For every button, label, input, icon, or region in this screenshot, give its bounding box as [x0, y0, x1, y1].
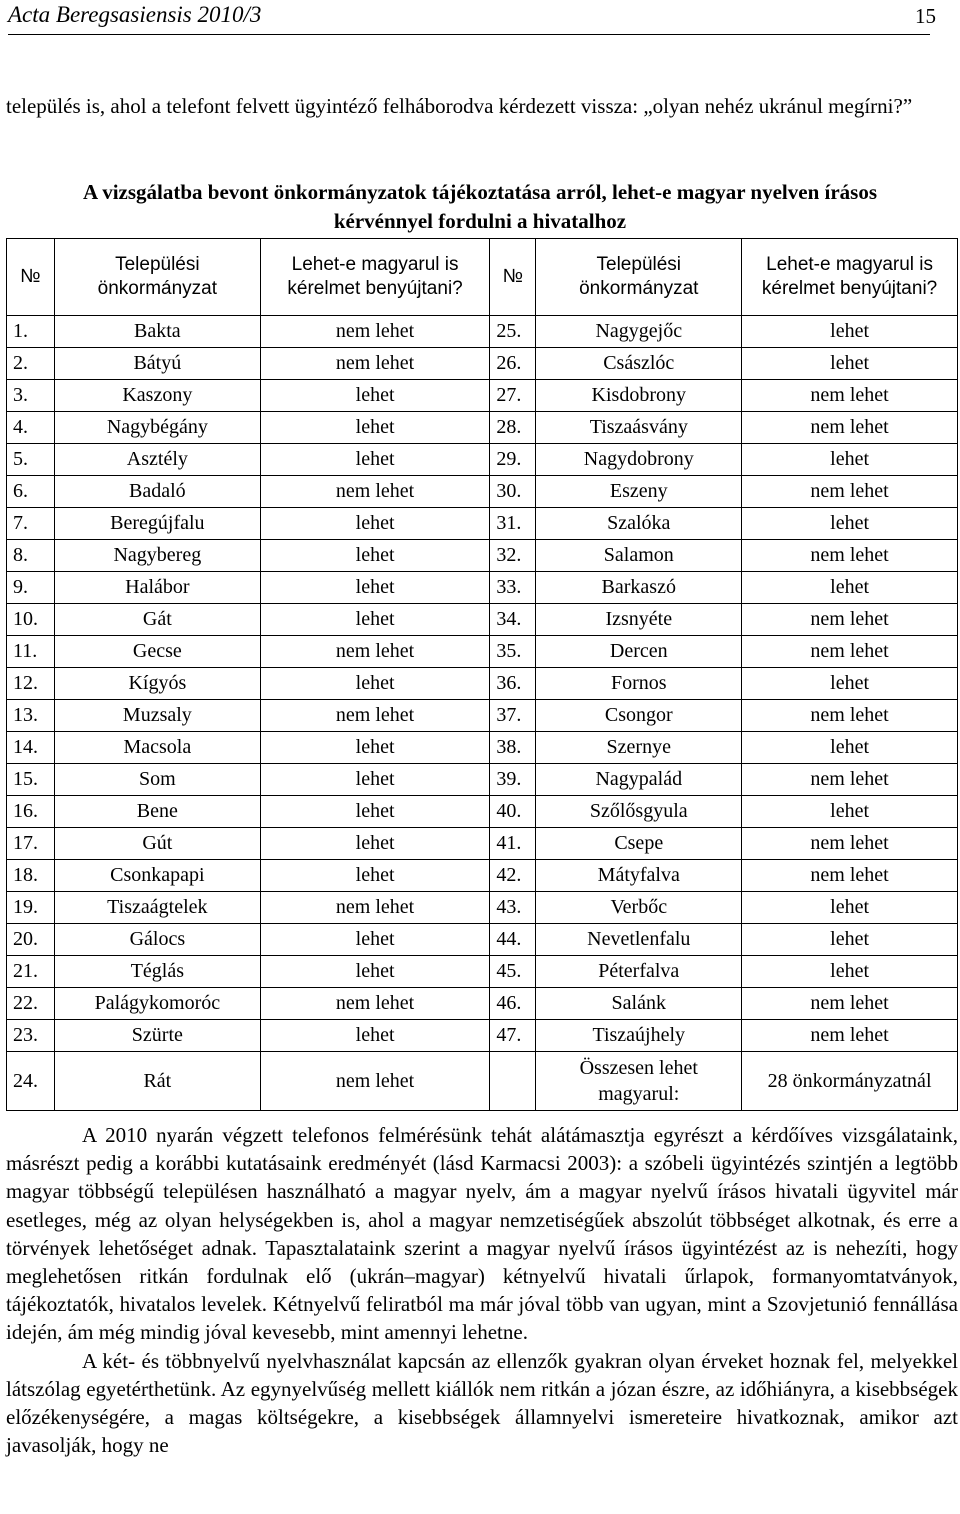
table-row — [7, 476, 958, 508]
table-row — [7, 604, 958, 636]
paragraph: A 2010 nyarán végzett telefonos felmérésünk tehát alátámasztja egyrészt a kérdőíves vizsgálataink, másrészt pedig a korábbi kutatásaink eredményét (lásd Karmacsi 2003): a szóbeli ügyintézés szintjén a legtöbb magyar többségű településen használható a magyar nyelv, ám a magyar nyelvű írásos hivatali ügyvitel már esetleges, még az olyan helységekben is, ahol a magyar nemzetiségűek abszolút többséget alkotnak, és erre a törvények lehetőséget adnak. Tapasztalataink szerint a magyar nyelvű írásos ügyintézést az is nehezíti, hogy meglehetősen ritkán fordulnak elő (ukrán–magyar) kétnyelvű hivatali űrlapok, formanyomtatványok, tájékoztatók, hivatalos levelek. Kétnyelvű feliratból ma már jóval több van ugyan, mint a Szovjetunió fennállása idején, ám még mindig jóval kevesebb, mint amennyi lehetne. — [6, 1123, 958, 1345]
row-number: 2. — [7, 348, 55, 380]
settlement-name: Péterfalva — [536, 956, 742, 988]
settlement-name: Som — [54, 764, 260, 796]
answer-value: lehet — [260, 444, 490, 476]
row-number: 30. — [490, 476, 536, 508]
settlement-name: Nevetlenfalu — [536, 924, 742, 956]
answer-value: lehet — [742, 316, 958, 348]
answer-value: lehet — [260, 828, 490, 860]
table-row — [7, 892, 958, 924]
table-header-row — [7, 239, 958, 316]
settlement-name: Macsola — [54, 732, 260, 764]
settlement-name: Nagypalád — [536, 764, 742, 796]
answer-value: lehet — [260, 764, 490, 796]
row-number: 4. — [7, 412, 55, 444]
settlement-name: Kaszony — [54, 380, 260, 412]
settlement-name: Csonkapapi — [54, 860, 260, 892]
settlement-name: Badaló — [54, 476, 260, 508]
page-number: 15 — [915, 4, 936, 28]
answer-value: nem lehet — [742, 988, 958, 1020]
row-number: 8. — [7, 540, 55, 572]
summary-label: Összesen lehet magyarul: — [536, 1052, 742, 1111]
table-row-summary — [7, 1052, 958, 1111]
row-number: 13. — [7, 700, 55, 732]
answer-value: nem lehet — [742, 604, 958, 636]
table-row — [7, 348, 958, 380]
header-no: № — [7, 239, 55, 316]
settlement-name: Nagybereg — [54, 540, 260, 572]
table-row — [7, 540, 958, 572]
answer-value: nem lehet — [742, 636, 958, 668]
settlement-name: Szernye — [536, 732, 742, 764]
row-number: 36. — [490, 668, 536, 700]
table-row — [7, 316, 958, 348]
answer-value: lehet — [260, 572, 490, 604]
settlement-name: Bene — [54, 796, 260, 828]
answer-value: lehet — [260, 668, 490, 700]
answer-value: nem lehet — [260, 316, 490, 348]
settlement-name: Rát — [54, 1052, 260, 1111]
row-number: 20. — [7, 924, 55, 956]
row-number: 17. — [7, 828, 55, 860]
empty-cell — [490, 1052, 536, 1111]
row-number: 16. — [7, 796, 55, 828]
settlement-name: Izsnyéte — [536, 604, 742, 636]
settlement-name: Palágykomoróc — [54, 988, 260, 1020]
table-row — [7, 636, 958, 668]
row-number: 12. — [7, 668, 55, 700]
table-row — [7, 380, 958, 412]
row-number: 43. — [490, 892, 536, 924]
settlement-name: Szalóka — [536, 508, 742, 540]
answer-value: lehet — [260, 860, 490, 892]
answer-value: lehet — [260, 924, 490, 956]
answer-value: lehet — [260, 508, 490, 540]
answer-value: nem lehet — [260, 1052, 490, 1111]
row-number: 24. — [7, 1052, 55, 1111]
row-number: 10. — [7, 604, 55, 636]
row-number: 25. — [490, 316, 536, 348]
table-row — [7, 412, 958, 444]
answer-value: lehet — [260, 380, 490, 412]
table-row — [7, 732, 958, 764]
settlement-name: Salánk — [536, 988, 742, 1020]
settlement-name: Barkaszó — [536, 572, 742, 604]
settlement-name: Gálocs — [54, 924, 260, 956]
row-number: 27. — [490, 380, 536, 412]
answer-value: nem lehet — [260, 892, 490, 924]
answer-value: nem lehet — [260, 700, 490, 732]
intro-paragraph: település is, ahol a telefont felvett ügyintéző felháborodva kérdezett vissza: „olyan nehéz ukránul megírni?” — [6, 94, 913, 118]
answer-value: lehet — [260, 540, 490, 572]
answer-value: lehet — [260, 604, 490, 636]
row-number: 9. — [7, 572, 55, 604]
table-row — [7, 700, 958, 732]
row-number: 34. — [490, 604, 536, 636]
row-number: 31. — [490, 508, 536, 540]
row-number: 33. — [490, 572, 536, 604]
row-number: 45. — [490, 956, 536, 988]
settlement-name: Nagydobrony — [536, 444, 742, 476]
header-answer: Lehet-e magyarul is kérelmet benyújtani? — [742, 239, 958, 316]
row-number: 29. — [490, 444, 536, 476]
journal-title: Acta Beregsasiensis 2010/3 — [8, 2, 262, 27]
settlement-name: Salamon — [536, 540, 742, 572]
body-text — [6, 1121, 958, 1459]
running-header — [8, 0, 936, 35]
row-number: 44. — [490, 924, 536, 956]
row-number: 23. — [7, 1020, 55, 1052]
settlement-name: Csongor — [536, 700, 742, 732]
answer-value: nem lehet — [260, 348, 490, 380]
answer-value: nem lehet — [742, 860, 958, 892]
settlement-name: Csepe — [536, 828, 742, 860]
settlement-name: Beregújfalu — [54, 508, 260, 540]
row-number: 22. — [7, 988, 55, 1020]
row-number: 5. — [7, 444, 55, 476]
answer-value: lehet — [260, 412, 490, 444]
answer-value: nem lehet — [742, 412, 958, 444]
row-number: 47. — [490, 1020, 536, 1052]
header-settlement: Települési önkormányzat — [54, 239, 260, 316]
settlement-name: Nagygejőc — [536, 316, 742, 348]
row-number: 40. — [490, 796, 536, 828]
row-number: 37. — [490, 700, 536, 732]
settlement-name: Tiszaásvány — [536, 412, 742, 444]
settlement-name: Halábor — [54, 572, 260, 604]
settlement-name: Fornos — [536, 668, 742, 700]
row-number: 38. — [490, 732, 536, 764]
table-row — [7, 764, 958, 796]
settlement-name: Tiszaágtelek — [54, 892, 260, 924]
row-number: 42. — [490, 860, 536, 892]
answer-value: nem lehet — [260, 476, 490, 508]
table-body — [7, 316, 958, 1111]
table-row — [7, 1020, 958, 1052]
answer-value: nem lehet — [742, 540, 958, 572]
table-caption-line-2: kérvénnyel fordulni a hivatalhoz — [333, 209, 627, 233]
settlement-name: Kisdobrony — [536, 380, 742, 412]
row-number: 11. — [7, 636, 55, 668]
table-row — [7, 668, 958, 700]
answer-value: lehet — [260, 1020, 490, 1052]
answer-value: nem lehet — [260, 988, 490, 1020]
table-row — [7, 444, 958, 476]
answer-value: lehet — [742, 892, 958, 924]
answer-value: lehet — [742, 348, 958, 380]
answer-value: lehet — [260, 732, 490, 764]
table-row — [7, 924, 958, 956]
answer-value: nem lehet — [742, 380, 958, 412]
settlement-name: Bátyú — [54, 348, 260, 380]
row-number: 26. — [490, 348, 536, 380]
table-row — [7, 572, 958, 604]
answer-value: lehet — [260, 956, 490, 988]
settlement-name: Tiszaújhely — [536, 1020, 742, 1052]
settlement-name: Verbőc — [536, 892, 742, 924]
answer-value: lehet — [742, 668, 958, 700]
header-settlement: Települési önkormányzat — [536, 239, 742, 316]
settlement-name: Szőlősgyula — [536, 796, 742, 828]
row-number: 15. — [7, 764, 55, 796]
settlement-name: Gút — [54, 828, 260, 860]
answer-value: nem lehet — [742, 828, 958, 860]
answer-value: lehet — [742, 796, 958, 828]
row-number: 6. — [7, 476, 55, 508]
answer-value: lehet — [742, 572, 958, 604]
row-number: 41. — [490, 828, 536, 860]
row-number: 35. — [490, 636, 536, 668]
answer-value: lehet — [742, 444, 958, 476]
table-caption-line-1: A vizsgálatba bevont önkormányzatok tájékoztatása arról, lehet-e magyar nyelven írásos — [82, 180, 878, 204]
settlement-name: Eszeny — [536, 476, 742, 508]
table-row — [7, 956, 958, 988]
row-number: 28. — [490, 412, 536, 444]
settlement-name: Bakta — [54, 316, 260, 348]
table-row — [7, 860, 958, 892]
row-number: 3. — [7, 380, 55, 412]
settlement-name: Nagybégány — [54, 412, 260, 444]
row-number: 39. — [490, 764, 536, 796]
settlement-name: Muzsaly — [54, 700, 260, 732]
row-number: 21. — [7, 956, 55, 988]
settlement-name: Gecse — [54, 636, 260, 668]
answer-value: nem lehet — [742, 764, 958, 796]
answer-value: nem lehet — [260, 636, 490, 668]
table-row — [7, 796, 958, 828]
header-no: № — [490, 239, 536, 316]
table-row — [7, 988, 958, 1020]
row-number: 19. — [7, 892, 55, 924]
paragraph: A két- és többnyelvű nyelvhasználat kapcsán az ellenzők gyakran olyan érveket hoznak fel, melyekkel látszólag egyetérthetünk. Az egynyelvűség mellett kiállók nem ritkán a józan észre, az időhiányra, a kisebbségek előzékenységére, a magas költségekre, a kisebbségek államnyelvi ismereteire hivatkoznak, amikor azt javasolják, hogy ne — [6, 1348, 958, 1458]
table-caption — [0, 178, 960, 236]
settlement-name: Mátyfalva — [536, 860, 742, 892]
settlement-name: Császlóc — [536, 348, 742, 380]
settlements-table — [6, 238, 958, 1111]
row-number: 46. — [490, 988, 536, 1020]
table-row — [7, 508, 958, 540]
answer-value: lehet — [742, 956, 958, 988]
row-number: 32. — [490, 540, 536, 572]
answer-value: lehet — [742, 924, 958, 956]
summary-value: 28 önkormányzatnál — [742, 1052, 958, 1111]
row-number: 18. — [7, 860, 55, 892]
settlement-name: Kígyós — [54, 668, 260, 700]
answer-value: nem lehet — [742, 1020, 958, 1052]
row-number: 7. — [7, 508, 55, 540]
header-answer: Lehet-e magyarul is kérelmet benyújtani? — [260, 239, 490, 316]
answer-value: nem lehet — [742, 476, 958, 508]
answer-value: nem lehet — [742, 700, 958, 732]
row-number: 14. — [7, 732, 55, 764]
row-number: 1. — [7, 316, 55, 348]
settlement-name: Téglás — [54, 956, 260, 988]
answer-value: lehet — [742, 508, 958, 540]
table-row — [7, 828, 958, 860]
settlement-name: Gát — [54, 604, 260, 636]
settlement-name: Dercen — [536, 636, 742, 668]
settlement-name: Szürte — [54, 1020, 260, 1052]
settlement-name: Asztély — [54, 444, 260, 476]
answer-value: lehet — [260, 796, 490, 828]
answer-value: lehet — [742, 732, 958, 764]
